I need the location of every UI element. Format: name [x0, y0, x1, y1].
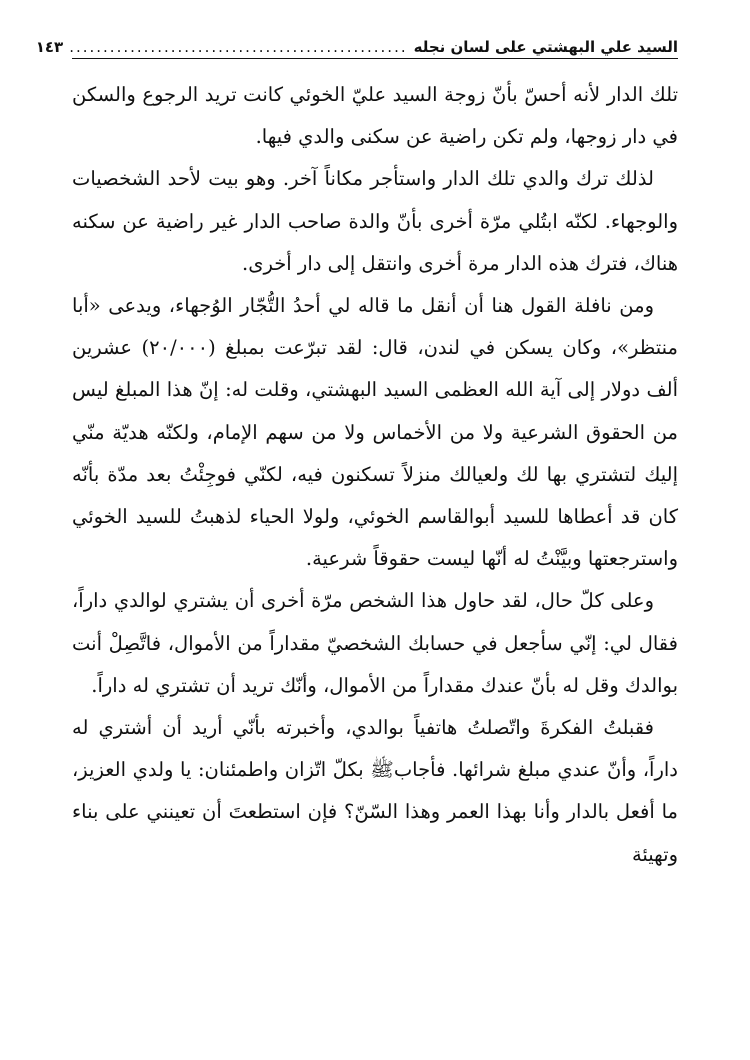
- paragraph-1: تلك الدار لأنه أحسّ بأنّ زوجة السيد عليّ الخوئي كانت تريد الرجوع والسكن في دار زوجها، ولم تكن راضية عن سكنى والدي فيها.: [72, 83, 678, 149]
- paragraph-5: فقبلتُ الفكرةَ واتّصلتُ هاتفياً بوالدي، وأخبرته بأنّي أريد أن أشتري له داراً، وأنّ عندي مبلغ شرائها. فأجابﷺ بكلّ اتّزان واطمئنان: يا ولدي العزيز، ما أفعل بالدار وأنا بهذا العمر وهذا السّنّ؟ فإن استطعتَ أن تعينني على بناء وتهيئة: [72, 716, 678, 866]
- paragraph-3: ومن نافلة القول هنا أن أنقل ما قاله لي أحدُ التُّجّار الوُجهاء، ويدعى «أبا منتظر»، وكان يسكن في لندن، قال: لقد تبرّعت بمبلغ (٢٠/٠٠٠) عشرين ألف دولار إلى آية الله العظمى السيد البهشتي، وقلت له: إنّ هذا المبلغ ليس من الحقوق الشرعية ولا من الأخماس ولا من سهم الإمام، ولكنّه هديّة منّي إليك لتشتري بها لك ولعيالك منزلاً تسكنون فيه، لكنّي فوجِئْتُ بعد مدّة بأنّه كان قد أعطاها للسيد أبوالقاسم الخوئي، ولولا الحياء لذهبتُ للسيد الخوئي واسترجعتها وبيَّنْتُ له أنّها ليست حقوقاً شرعية.: [72, 294, 678, 571]
- page-number: ١٤٣: [35, 38, 64, 56]
- header-dot-leader: ..................................................: [69, 38, 408, 56]
- running-header: [35, 34, 678, 59]
- paragraph-2: لذلك ترك والدي تلك الدار واستأجر مكاناً آخر. وهو بيت لأحد الشخصيات والوجهاء. لكنّه ابتُلي مرّة أخرى بأنّ والدة صاحب الدار غير راضية عن سكنه هناك، فترك هذه الدار مرة أخرى وانتقل إلى دار أخرى.: [72, 167, 678, 275]
- paragraph-4: وعلى كلّ حال، لقد حاول هذا الشخص مرّة أخرى أن يشتري لوالدي داراً، فقال لي: إنّي سأجعل في حسابك الشخصيّ مقداراً من الأموال، فاتَّصِلْ أنت بوالدك وقل له بأنّ عندك مقداراً من الأموال، وأنّك تريد أن تشتري له داراً.: [72, 589, 678, 697]
- header-title: السيد علي البهشتي على لسان نجله: [413, 38, 678, 56]
- body-text: [72, 74, 678, 876]
